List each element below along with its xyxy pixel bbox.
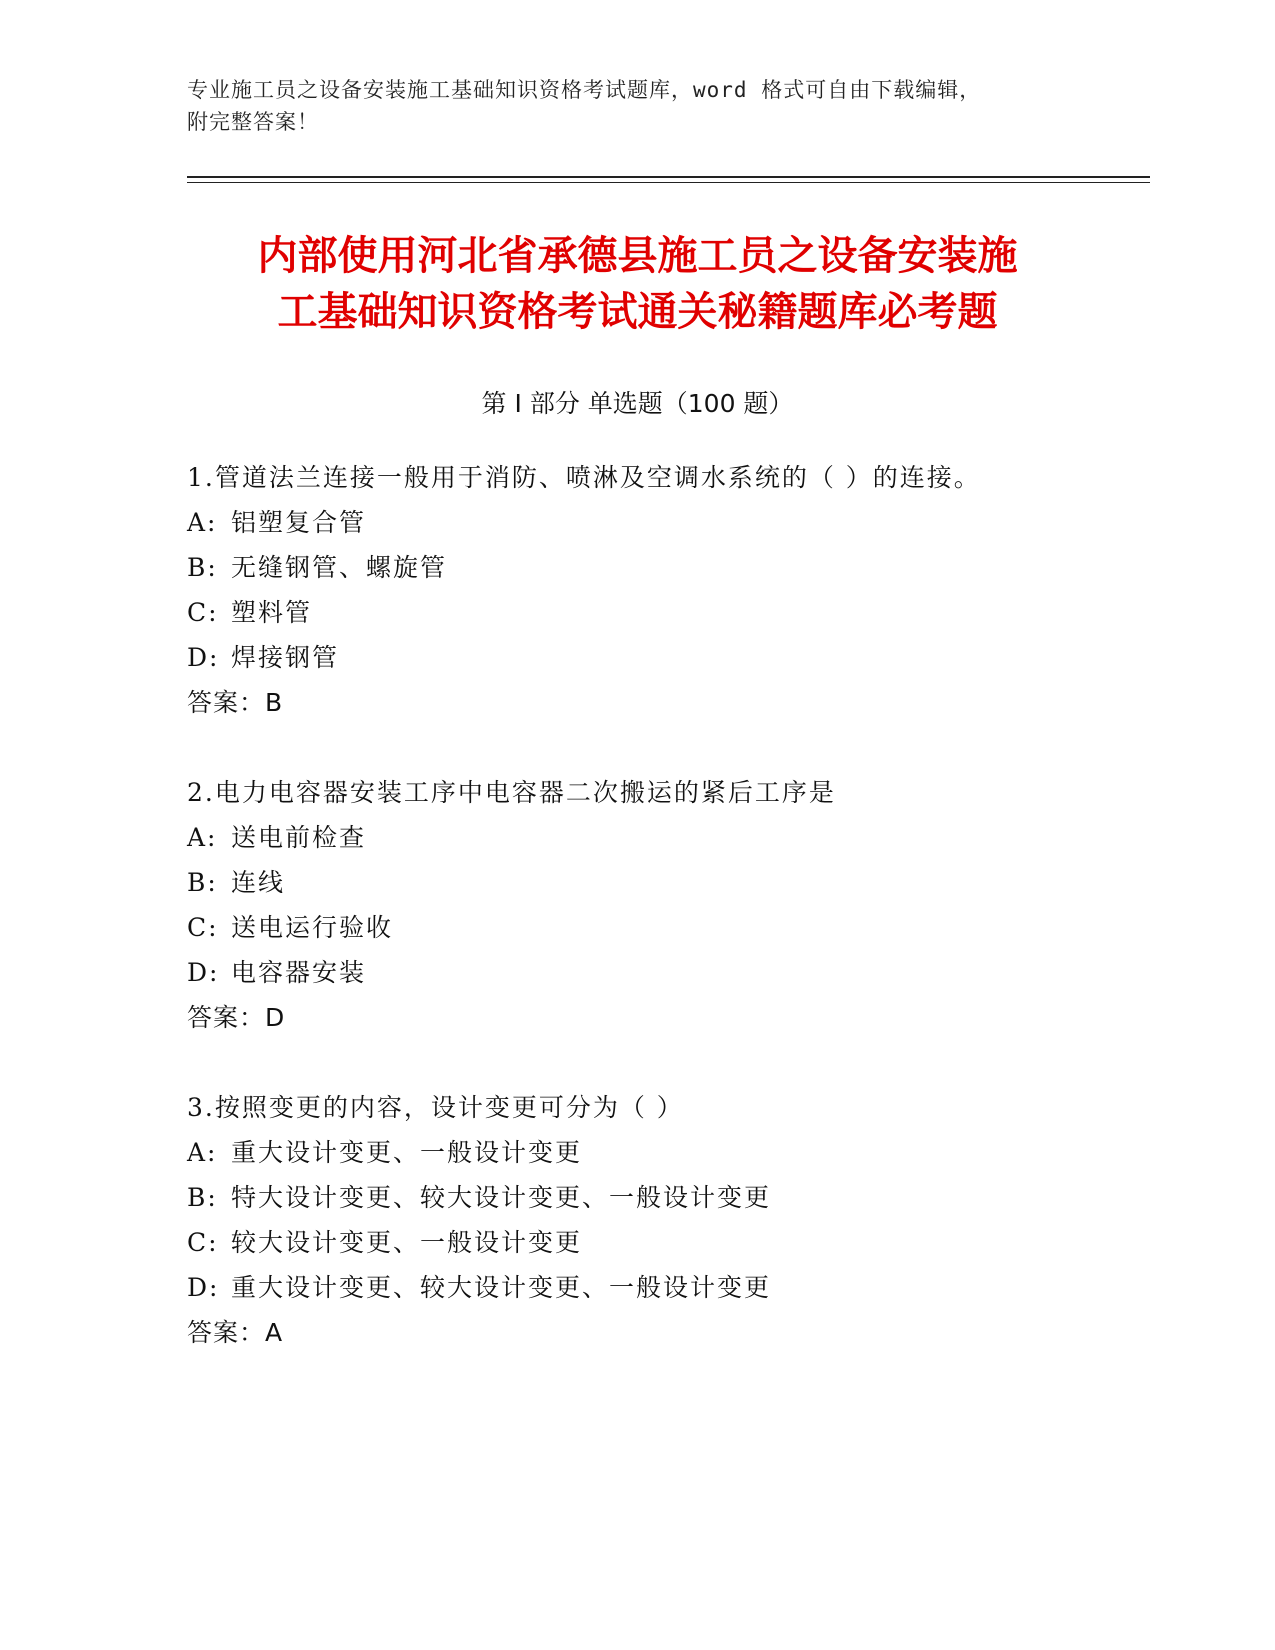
option-text: 铝塑复合管 xyxy=(231,508,367,537)
option-letter: A: xyxy=(187,1138,218,1167)
option-text: 塑料管 xyxy=(231,598,313,627)
option-letter: C: xyxy=(187,1228,219,1257)
option-c xyxy=(187,1220,1147,1265)
option-letter: C: xyxy=(187,913,219,942)
header-note-line-1: 专业施工员之设备安装施工基础知识资格考试题库，word 格式可自由下载编辑， xyxy=(187,78,982,102)
option-a xyxy=(187,1130,1147,1175)
document-title-line-1: 内部使用河北省承德县施工员之设备安装施 xyxy=(257,233,1018,279)
section-heading: 第 I 部分 单选题（100 题） xyxy=(481,389,794,418)
option-text: 较大设计变更、一般设计变更 xyxy=(231,1228,583,1257)
option-letter: B: xyxy=(187,1183,218,1212)
header-note xyxy=(187,74,1087,138)
option-b xyxy=(187,1175,1147,1220)
answer-line: 答案：A xyxy=(187,1318,284,1347)
option-letter: B: xyxy=(187,868,218,897)
answer-line: 答案：D xyxy=(187,1003,286,1032)
option-letter: A: xyxy=(187,508,218,537)
option-b xyxy=(187,860,1147,905)
document-title xyxy=(160,228,1115,340)
question-stem: 1.管道法兰连接一般用于消防、喷淋及空调水系统的（ ）的连接。 xyxy=(187,463,981,492)
option-d xyxy=(187,635,1147,680)
option-text: 重大设计变更、较大设计变更、一般设计变更 xyxy=(231,1273,772,1302)
option-letter: D: xyxy=(187,643,220,672)
question-1 xyxy=(187,455,1147,725)
option-text: 送电运行验收 xyxy=(231,913,394,942)
header-divider-thick xyxy=(187,176,1150,178)
question-2 xyxy=(187,770,1147,1040)
option-a xyxy=(187,500,1147,545)
option-letter: A: xyxy=(187,823,218,852)
header-note-line-2: 附完整答案！ xyxy=(187,110,319,134)
document-title-line-2: 工基础知识资格考试通关秘籍题库必考题 xyxy=(277,289,998,335)
option-text: 连线 xyxy=(231,868,286,897)
option-letter: D: xyxy=(187,958,220,987)
answer-line: 答案：B xyxy=(187,688,284,717)
option-text: 焊接钢管 xyxy=(231,643,340,672)
option-letter: B: xyxy=(187,553,218,582)
option-b xyxy=(187,545,1147,590)
option-d xyxy=(187,950,1147,995)
header-divider-thin xyxy=(187,182,1150,183)
option-text: 电容器安装 xyxy=(231,958,367,987)
option-letter: D: xyxy=(187,1273,220,1302)
option-c xyxy=(187,905,1147,950)
option-d xyxy=(187,1265,1147,1310)
option-text: 无缝钢管、螺旋管 xyxy=(231,553,448,582)
option-text: 重大设计变更、一般设计变更 xyxy=(231,1138,583,1167)
option-c xyxy=(187,590,1147,635)
option-letter: C: xyxy=(187,598,219,627)
option-text: 特大设计变更、较大设计变更、一般设计变更 xyxy=(231,1183,772,1212)
option-a xyxy=(187,815,1147,860)
question-3 xyxy=(187,1085,1147,1355)
option-text: 送电前检查 xyxy=(231,823,367,852)
question-stem: 2.电力电容器安装工序中电容器二次搬运的紧后工序是 xyxy=(187,778,836,807)
question-stem: 3.按照变更的内容，设计变更可分为（ ） xyxy=(187,1093,684,1122)
